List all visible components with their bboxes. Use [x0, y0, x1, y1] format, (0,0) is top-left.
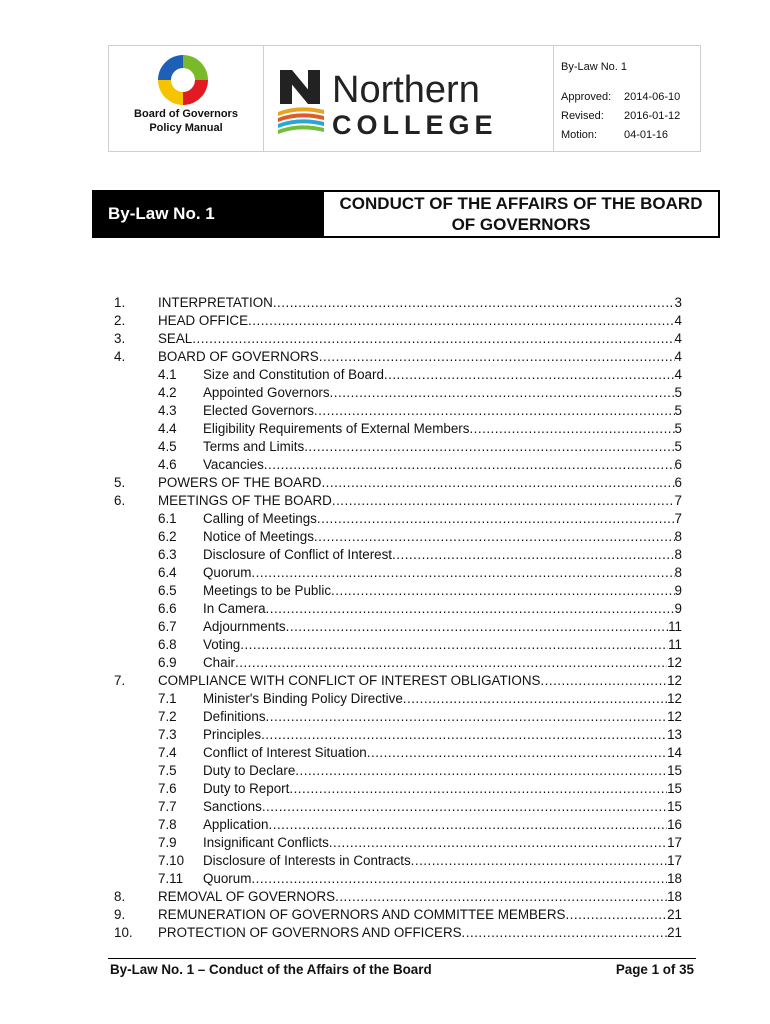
toc-leader-dots — [540, 672, 667, 690]
toc-leader-dots — [251, 870, 667, 888]
toc-entry-number: 6.7 — [158, 619, 177, 634]
document-header — [108, 45, 701, 152]
toc-entry[interactable] — [108, 582, 682, 600]
toc-entry[interactable] — [108, 672, 682, 690]
toc-entry-page: 11 — [668, 619, 682, 634]
toc-entry-number: 6.3 — [158, 547, 177, 562]
toc-entry-title: Adjournments — [203, 619, 286, 634]
toc-entry-page: 4 — [674, 349, 682, 364]
toc-entry[interactable] — [108, 474, 682, 492]
toc-entry[interactable] — [108, 654, 682, 672]
toc-entry[interactable] — [108, 510, 682, 528]
toc-entry-number: 7.5 — [158, 763, 177, 778]
toc-entry-page: 18 — [667, 889, 682, 904]
toc-entry[interactable] — [108, 384, 682, 402]
toc-entry-page: 4 — [674, 331, 682, 346]
toc-entry-number: 6.6 — [158, 601, 177, 616]
toc-entry[interactable] — [108, 708, 682, 726]
meta-value: 04-01-16 — [624, 129, 669, 141]
toc-entry-title: Eligibility Requirements of External Members — [203, 421, 470, 436]
header-cell-meta — [554, 46, 700, 151]
toc-entry-page: 12 — [667, 673, 682, 688]
toc-entry-title: Definitions — [203, 709, 266, 724]
toc-entry-number: 6.2 — [158, 529, 177, 544]
toc-entry-title: Meetings to be Public — [203, 583, 332, 598]
toc-entry[interactable] — [108, 348, 682, 366]
toc-entry[interactable] — [108, 762, 682, 780]
toc-entry-number: 4.2 — [158, 385, 177, 400]
toc-entry-title: Disclosure of Conflict of Interest — [203, 547, 393, 562]
toc-leader-dots — [240, 636, 668, 654]
toc-entry[interactable] — [108, 852, 682, 870]
toc-entry-number: 3. — [114, 331, 126, 346]
toc-entry-number: 7.11 — [158, 871, 184, 886]
toc-entry-page: 4 — [674, 313, 682, 328]
toc-entry-page: 13 — [667, 727, 682, 742]
toc-entry-number: 7.10 — [158, 853, 185, 868]
footer-divider — [108, 958, 696, 959]
northern-college-logo — [274, 56, 504, 140]
bylaw-title-label: By-Law No. 1 — [92, 190, 322, 238]
toc-entry-page: 6 — [674, 457, 682, 472]
toc-leader-dots — [262, 798, 667, 816]
toc-leader-dots — [462, 924, 668, 942]
toc-leader-dots — [192, 330, 674, 348]
toc-entry-number: 4. — [114, 349, 126, 364]
toc-entry-page: 3 — [674, 295, 682, 310]
toc-entry-title: BOARD OF GOVERNORS — [158, 349, 319, 364]
footer-page-number: Page 1 of 35 — [615, 962, 694, 977]
toc-entry-title: Voting — [203, 637, 241, 652]
toc-entry-title: MEETINGS OF THE BOARD — [158, 493, 332, 508]
toc-entry-title: SEAL — [158, 331, 193, 346]
toc-leader-dots — [289, 780, 667, 798]
meta-row-approved — [561, 88, 680, 107]
toc-leader-dots — [332, 492, 675, 510]
meta-label: Motion: — [561, 129, 598, 141]
toc-leader-dots — [335, 888, 667, 906]
toc-leader-dots — [295, 762, 667, 780]
toc-leader-dots — [367, 744, 667, 762]
toc-entry-page: 8 — [674, 529, 682, 544]
title-band — [92, 190, 720, 238]
toc-entry[interactable] — [108, 618, 682, 636]
toc-entry[interactable] — [108, 294, 682, 312]
toc-entry-page: 12 — [667, 709, 682, 724]
toc-entry-title: Minister's Binding Policy Directive — [203, 691, 403, 706]
toc-entry-number: 4.4 — [158, 421, 177, 436]
meta-label: Revised: — [561, 110, 604, 122]
toc-entry-number: 8. — [114, 889, 126, 904]
toc-entry[interactable] — [108, 546, 682, 564]
toc-entry-number: 9. — [114, 907, 126, 922]
toc-entry-number: 7.7 — [158, 799, 177, 814]
toc-entry[interactable] — [108, 600, 682, 618]
toc-entry-number: 7.6 — [158, 781, 177, 796]
toc-entry-number: 5. — [114, 475, 126, 490]
toc-entry-title: COMPLIANCE WITH CONFLICT OF INTEREST OBLIGATIONS — [158, 673, 541, 688]
toc-entry-title: Elected Governors — [203, 403, 314, 418]
toc-entry-title: Conflict of Interest Situation — [203, 745, 367, 760]
toc-entry-page: 18 — [667, 871, 682, 886]
toc-entry-page: 7 — [674, 511, 682, 526]
toc-leader-dots — [314, 402, 675, 420]
toc-leader-dots — [565, 906, 667, 924]
toc-entry-title: REMUNERATION OF GOVERNORS AND COMMITTEE MEMBERS — [158, 907, 566, 922]
toc-entry-page: 14 — [667, 745, 682, 760]
toc-entry-title: INTERPRETATION — [158, 295, 273, 310]
toc-entry-page: 12 — [667, 655, 682, 670]
toc-entry-page: 17 — [667, 835, 682, 850]
toc-entry-page: 17 — [667, 853, 682, 868]
footer-document-title: By-Law No. 1 – Conduct of the Affairs of the Board — [110, 962, 432, 977]
toc-entry[interactable] — [108, 798, 682, 816]
toc-entry-title: POWERS OF THE BOARD — [158, 475, 322, 490]
toc-entry-page: 8 — [674, 547, 682, 562]
toc-entry-number: 7.3 — [158, 727, 177, 742]
toc-leader-dots — [392, 546, 675, 564]
toc-entry-number: 7.1 — [158, 691, 177, 706]
toc-entry[interactable] — [108, 564, 682, 582]
toc-entry[interactable] — [108, 924, 682, 942]
toc-entry[interactable] — [108, 636, 682, 654]
toc-leader-dots — [235, 654, 667, 672]
manual-label — [109, 107, 263, 135]
toc-entry-page: 9 — [674, 583, 682, 598]
toc-entry-title: Vacancies — [203, 457, 264, 472]
toc-entry[interactable] — [108, 366, 682, 384]
toc-entry-number: 7. — [114, 673, 126, 688]
toc-entry-title: In Camera — [203, 601, 266, 616]
toc-entry-number: 4.6 — [158, 457, 177, 472]
document-title: CONDUCT OF THE AFFAIRS OF THE BOARD OF GOVERNORS — [322, 190, 720, 238]
manual-label-line1: Board of Governors — [134, 108, 238, 120]
toc-entry[interactable] — [108, 906, 682, 924]
manual-label-line2: Policy Manual — [149, 122, 223, 134]
toc-entry[interactable] — [108, 402, 682, 420]
toc-entry-number: 1. — [114, 295, 126, 310]
toc-leader-dots — [331, 582, 675, 600]
toc-leader-dots — [248, 312, 675, 330]
toc-leader-dots — [321, 474, 674, 492]
toc-entry[interactable] — [108, 744, 682, 762]
toc-leader-dots — [286, 618, 668, 636]
toc-entry-page: 6 — [674, 475, 682, 490]
toc-entry-number: 7.9 — [158, 835, 177, 850]
toc-leader-dots — [329, 834, 667, 852]
toc-entry[interactable] — [108, 870, 682, 888]
toc-leader-dots — [314, 528, 675, 546]
toc-entry-page: 21 — [667, 907, 682, 922]
toc-entry-number: 7.8 — [158, 817, 177, 832]
toc-leader-dots — [304, 438, 674, 456]
toc-entry-number: 4.5 — [158, 439, 177, 454]
bylaw-meta — [561, 58, 680, 145]
toc-entry-page: 7 — [674, 493, 682, 508]
toc-entry-number: 7.4 — [158, 745, 177, 760]
toc-entry-title: Disclosure of Interests in Contracts — [203, 853, 411, 868]
toc-entry-page: 4 — [674, 367, 682, 382]
toc-leader-dots — [266, 708, 668, 726]
toc-entry-page: 21 — [667, 925, 682, 940]
toc-entry[interactable] — [108, 456, 682, 474]
toc-entry-number: 4.3 — [158, 403, 177, 418]
college-name-word2: COLLEGE — [332, 110, 498, 140]
toc-leader-dots — [266, 600, 675, 618]
toc-entry-title: Calling of Meetings — [203, 511, 317, 526]
toc-entry-title: Duty to Declare — [203, 763, 296, 778]
toc-entry-number: 6.9 — [158, 655, 177, 670]
toc-entry[interactable] — [108, 492, 682, 510]
meta-row-revised — [561, 107, 680, 126]
toc-leader-dots — [384, 366, 675, 384]
toc-entry-page: 5 — [674, 421, 682, 436]
bylaw-number: By-Law No. 1 — [561, 61, 628, 73]
toc-entry-number: 6. — [114, 493, 126, 508]
toc-entry-number: 6.8 — [158, 637, 177, 652]
toc-entry-title: Quorum — [203, 565, 252, 580]
toc-entry-page: 5 — [674, 403, 682, 418]
toc-entry-title: Terms and Limits — [203, 439, 305, 454]
toc-entry-page: 15 — [667, 799, 682, 814]
header-cell-college-logo — [264, 46, 554, 151]
toc-leader-dots — [251, 564, 674, 582]
toc-leader-dots — [261, 726, 667, 744]
toc-entry-title: HEAD OFFICE — [158, 313, 249, 328]
board-of-governors-logo-icon — [151, 52, 215, 108]
toc-entry-title: Insignificant Conflicts — [203, 835, 329, 850]
toc-entry-number: 10. — [114, 925, 133, 940]
toc-leader-dots — [319, 348, 675, 366]
toc-entry[interactable] — [108, 816, 682, 834]
toc-entry[interactable] — [108, 438, 682, 456]
toc-entry-page: 12 — [667, 691, 682, 706]
toc-entry[interactable] — [108, 420, 682, 438]
toc-entry-title: PROTECTION OF GOVERNORS AND OFFICERS — [158, 925, 462, 940]
header-cell-manual — [109, 46, 264, 151]
toc-entry-page: 5 — [674, 439, 682, 454]
toc-entry[interactable] — [108, 888, 682, 906]
toc-leader-dots — [317, 510, 675, 528]
toc-leader-dots — [264, 456, 675, 474]
toc-entry-page: 11 — [668, 637, 682, 652]
toc-leader-dots — [403, 690, 667, 708]
toc-entry[interactable] — [108, 834, 682, 852]
toc-entry-title: Principles — [203, 727, 262, 742]
toc-entry-title: Size and Constitution of Board — [203, 367, 384, 382]
toc-entry[interactable] — [108, 690, 682, 708]
toc-entry-title: REMOVAL OF GOVERNORS — [158, 889, 336, 904]
toc-entry[interactable] — [108, 330, 682, 348]
toc-entry-title: Application — [203, 817, 269, 832]
toc-entry-title: Duty to Report — [203, 781, 290, 796]
toc-entry-number: 4.1 — [158, 367, 177, 382]
meta-row-motion — [561, 126, 680, 145]
toc-entry-number: 2. — [114, 313, 126, 328]
toc-entry-page: 15 — [667, 781, 682, 796]
toc-leader-dots — [273, 294, 675, 312]
toc-entry-page: 9 — [674, 601, 682, 616]
toc-entry[interactable] — [108, 528, 682, 546]
meta-value: 2014-06-10 — [624, 91, 681, 103]
meta-value: 2016-01-12 — [624, 110, 681, 122]
toc-entry-page: 5 — [674, 385, 682, 400]
toc-entry-title: Appointed Governors — [203, 385, 330, 400]
toc-entry[interactable] — [108, 312, 682, 330]
toc-entry-page: 8 — [674, 565, 682, 580]
toc-leader-dots — [411, 852, 667, 870]
toc-entry[interactable] — [108, 726, 682, 744]
meta-label: Approved: — [561, 91, 612, 103]
toc-entry-number: 6.4 — [158, 565, 177, 580]
toc-entry-page: 15 — [667, 763, 682, 778]
toc-entry[interactable] — [108, 780, 682, 798]
toc-entry-number: 6.5 — [158, 583, 177, 598]
toc-leader-dots — [269, 816, 668, 834]
toc-leader-dots — [469, 420, 674, 438]
toc-entry-title: Notice of Meetings — [203, 529, 314, 544]
toc-entry-page: 16 — [667, 817, 682, 832]
toc-entry-title: Chair — [203, 655, 235, 670]
toc-entry-number: 7.2 — [158, 709, 177, 724]
toc-entry-title: Quorum — [203, 871, 252, 886]
toc-entry-number: 6.1 — [158, 511, 177, 526]
toc-entry-title: Sanctions — [203, 799, 262, 814]
college-name-word1: Northern — [332, 69, 480, 111]
toc-leader-dots — [330, 384, 675, 402]
